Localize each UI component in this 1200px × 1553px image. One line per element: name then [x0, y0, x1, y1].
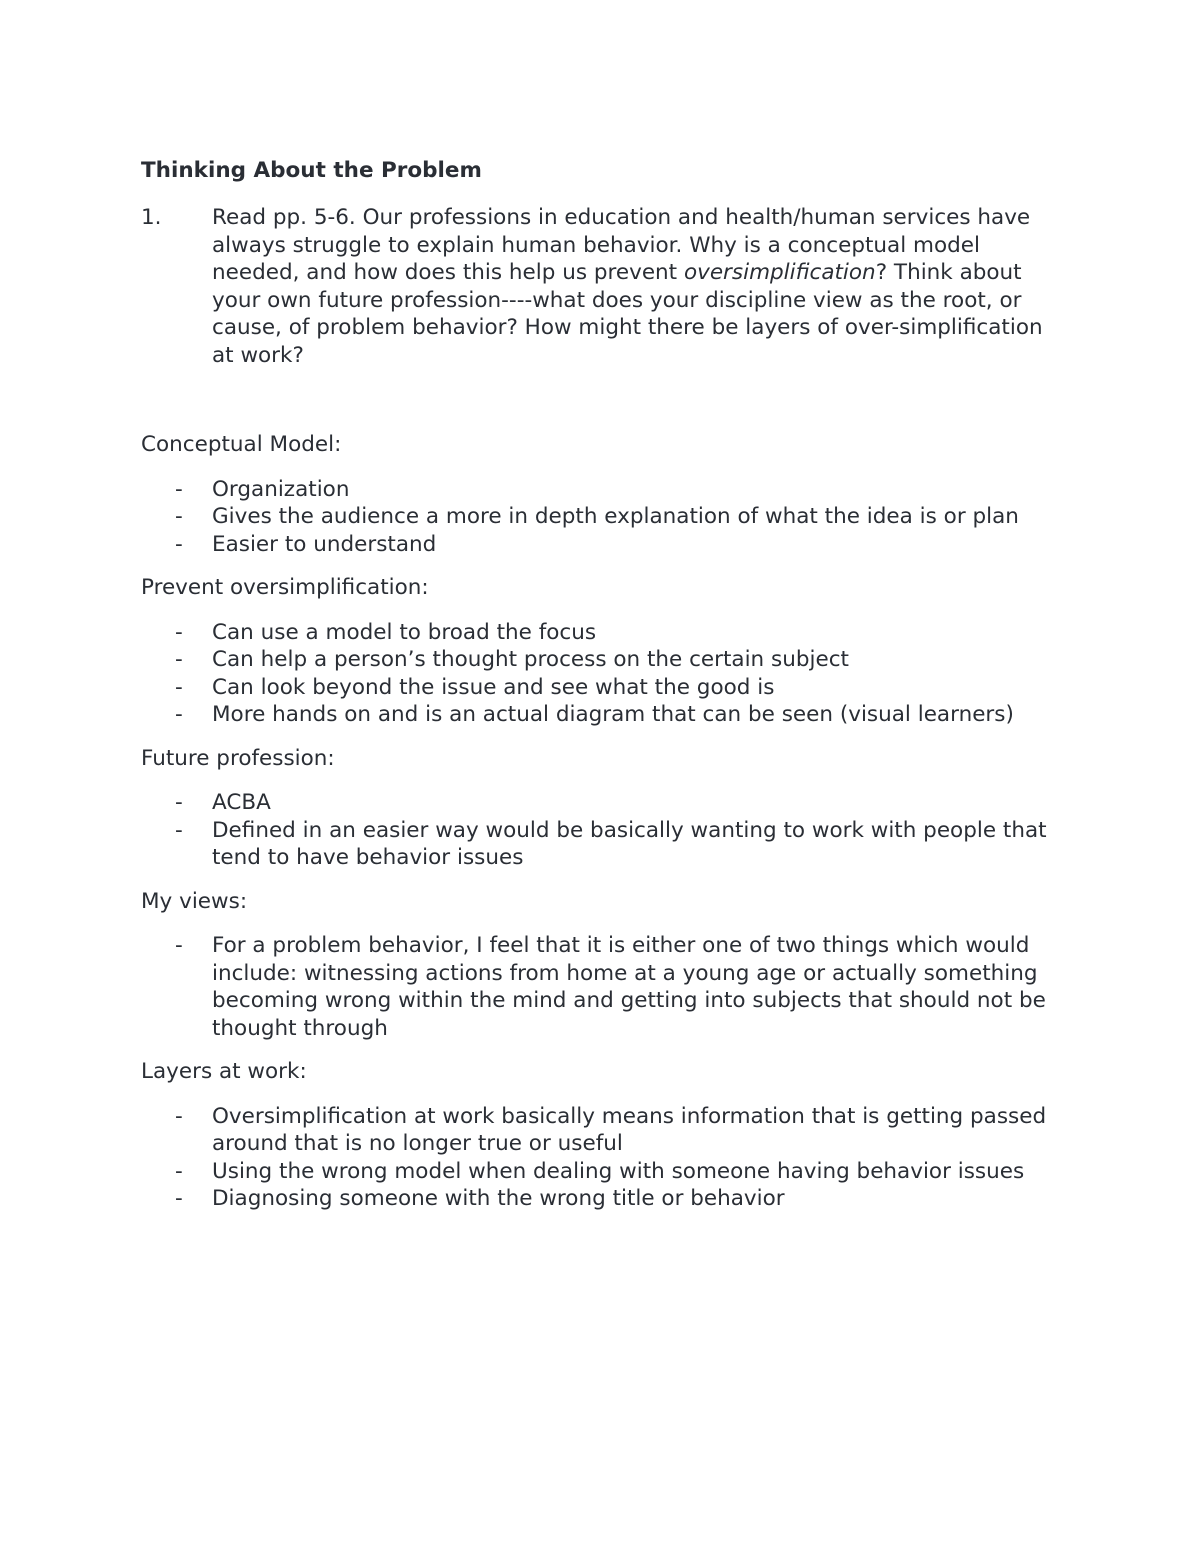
section-heading: Layers at work: — [141, 1059, 307, 1084]
page-title: Thinking About the Problem — [141, 158, 482, 183]
bullet-text: Diagnosing someone with the wrong title or behavior — [212, 1186, 785, 1211]
list-number: 1. — [141, 205, 162, 230]
section — [141, 1058, 1061, 1213]
bullet-list — [141, 476, 1061, 559]
list-item — [141, 1103, 1061, 1158]
list-item — [141, 646, 1061, 674]
bullet-dash: - — [175, 619, 183, 645]
list-item — [141, 619, 1061, 647]
bullet-dash: - — [175, 504, 183, 529]
bullet-dash: - — [175, 817, 183, 843]
bullet-text: Can look beyond the issue and see what the good is — [212, 674, 775, 700]
bullet-dash: - — [175, 647, 183, 672]
bullet-dash: - — [175, 702, 183, 727]
bullet-list — [141, 789, 1061, 872]
bullet-dash: - — [175, 476, 183, 502]
answer-sections — [141, 431, 1061, 1213]
section — [141, 888, 1061, 1043]
list-item — [141, 531, 1061, 559]
section — [141, 574, 1061, 729]
question-text — [212, 204, 1061, 369]
list-item — [141, 817, 1061, 872]
section — [141, 431, 1061, 558]
section-heading: Conceptual Model: — [141, 432, 342, 457]
list-item — [141, 701, 1061, 729]
list-item — [141, 789, 1061, 817]
list-item — [141, 476, 1061, 504]
question-text-after: ? Think about your own future profession----what does your discipline view as the root, or cause, of problem behavior? How might there be layers of over-simplification at work? — [212, 260, 1043, 368]
question-text-before: Read pp. 5-6. Our professions in education and health/human services have always struggle to explain human behavior. Why is a conceptual model needed, and how does this help us prevent — [212, 205, 1031, 285]
bullet-text: Oversimplification at work basically means information that is getting passed around that is no longer true or useful — [212, 1103, 1047, 1156]
bullet-list — [141, 619, 1061, 729]
question-emphasis: oversimplification — [683, 260, 876, 285]
bullet-text: Can use a model to broad the focus — [212, 619, 597, 645]
bullet-text: Can help a person’s thought process on the certain subject — [212, 647, 849, 672]
list-item — [141, 932, 1061, 1042]
bullet-text: Defined in an easier way would be basically wanting to work with people that tend to have behavior issues — [212, 817, 1047, 870]
bullet-dash: - — [175, 790, 183, 815]
bullet-dash: - — [175, 674, 183, 700]
bullet-list — [141, 1103, 1061, 1213]
section-heading: Prevent oversimplification: — [141, 575, 429, 600]
list-item — [141, 674, 1061, 702]
bullet-dash: - — [175, 1158, 183, 1184]
section-heading: Future profession: — [141, 745, 335, 771]
document-page — [141, 157, 1061, 1213]
list-item — [141, 1158, 1061, 1186]
bullet-text: Organization — [212, 476, 350, 502]
bullet-text: Gives the audience a more in depth explanation of what the idea is or plan — [212, 504, 1019, 529]
bullet-dash: - — [175, 1103, 183, 1129]
section — [141, 745, 1061, 872]
bullet-dash: - — [175, 1186, 183, 1211]
bullet-dash: - — [175, 531, 183, 557]
list-item — [141, 1185, 1061, 1213]
bullet-text: ACBA — [212, 790, 271, 815]
question-item — [141, 204, 1061, 369]
bullet-text: More hands on and is an actual diagram that can be seen (visual learners) — [212, 702, 1014, 727]
bullet-text: Easier to understand — [212, 531, 437, 557]
bullet-dash: - — [175, 933, 183, 958]
section-heading: My views: — [141, 888, 248, 914]
list-item — [141, 503, 1061, 531]
bullet-text: For a problem behavior, I feel that it is either one of two things which would include: witnessing actions from home at a young age or actually something becoming wrong within the mind and getting into subjects that should not be thought through — [212, 933, 1046, 1041]
bullet-text: Using the wrong model when dealing with someone having behavior issues — [212, 1158, 1025, 1184]
bullet-list — [141, 932, 1061, 1042]
